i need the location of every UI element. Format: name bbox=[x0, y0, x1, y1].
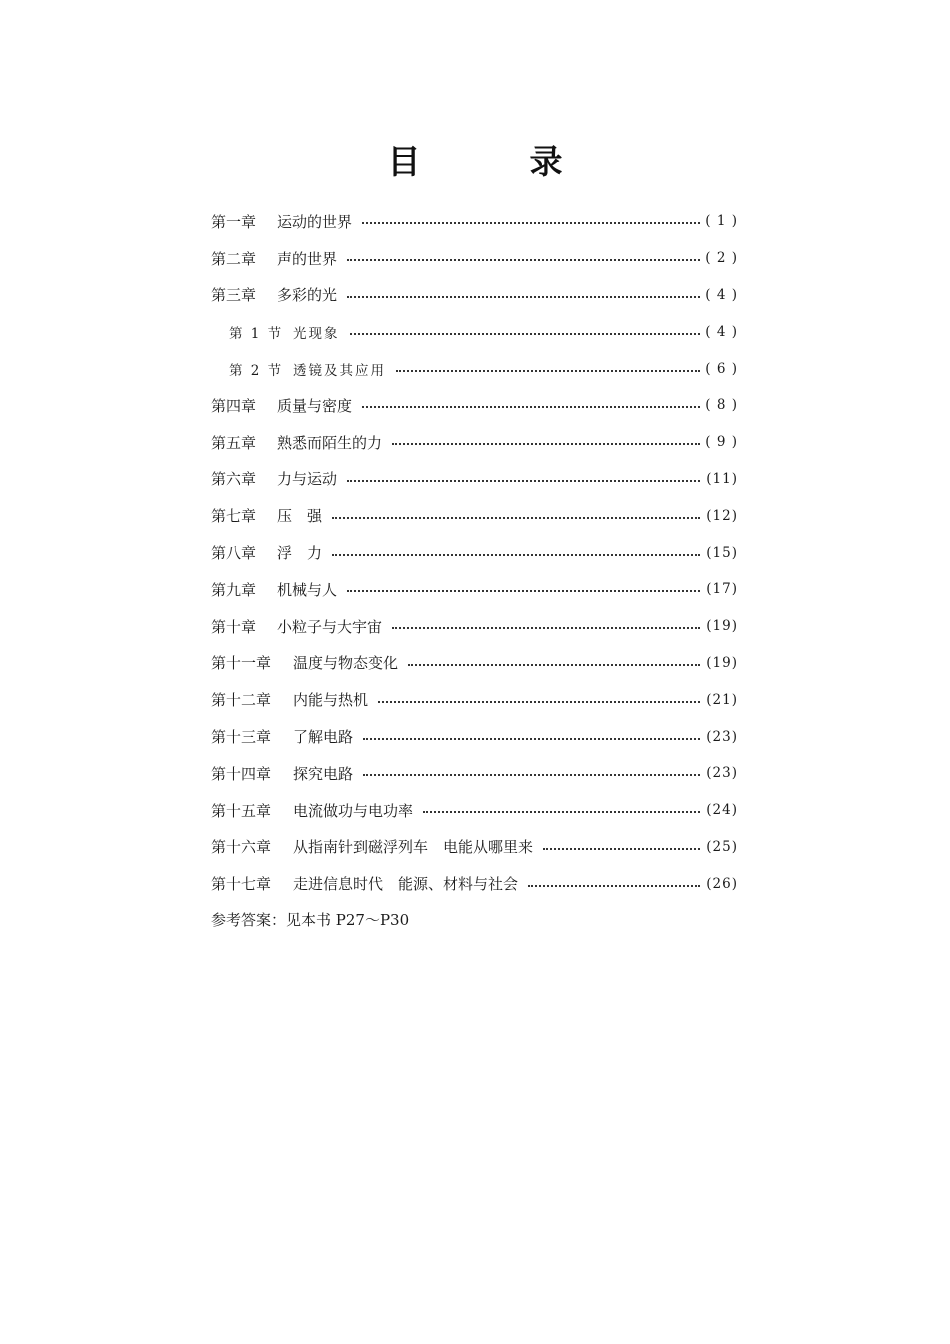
chapter-title: 力与运动 bbox=[277, 470, 338, 489]
chapter-title: 质量与密度 bbox=[277, 396, 353, 415]
toc-entry[interactable] bbox=[211, 240, 738, 277]
toc-section-entry[interactable] bbox=[211, 350, 738, 387]
chapter-number: 第三章 bbox=[211, 286, 257, 305]
chapter-title: 内能与热机 bbox=[293, 691, 369, 710]
chapter-number: 第四章 bbox=[211, 396, 257, 415]
dot-leader bbox=[332, 517, 700, 519]
page-number: ( 1 ) bbox=[705, 213, 738, 230]
page-number: ( 4 ) bbox=[705, 286, 738, 303]
chapter-number: 第五章 bbox=[211, 433, 257, 452]
page-number: (24) bbox=[706, 802, 738, 819]
dot-leader bbox=[392, 627, 700, 629]
page-number: (15) bbox=[706, 544, 738, 561]
page-number: (21) bbox=[706, 691, 738, 708]
page-number: ( 9 ) bbox=[705, 434, 738, 451]
dot-leader bbox=[543, 848, 700, 850]
page-number: (12) bbox=[706, 507, 738, 524]
chapter-number: 第十一章 bbox=[211, 654, 272, 673]
chapter-number: 第七章 bbox=[211, 507, 257, 526]
toc-entry[interactable] bbox=[211, 203, 738, 240]
chapter-title: 电流做功与电功率 bbox=[293, 801, 414, 820]
dot-leader bbox=[392, 443, 700, 445]
toc-entry[interactable] bbox=[211, 424, 738, 461]
toc-entry[interactable] bbox=[211, 681, 738, 718]
page-number: ( 2 ) bbox=[705, 250, 738, 267]
section-title: 透镜及其应用 bbox=[293, 362, 386, 379]
dot-leader bbox=[347, 590, 700, 592]
page-number: (19) bbox=[706, 618, 738, 635]
chapter-number: 第十七章 bbox=[211, 875, 272, 894]
chapter-title: 运动的世界 bbox=[277, 212, 353, 231]
page-number: (23) bbox=[706, 765, 738, 782]
chapter-number: 第十五章 bbox=[211, 801, 272, 820]
chapter-number: 第六章 bbox=[211, 470, 257, 489]
chapter-number: 第十二章 bbox=[211, 691, 272, 710]
toc-entry[interactable] bbox=[211, 645, 738, 682]
dot-leader bbox=[408, 664, 700, 666]
chapter-number: 第八章 bbox=[211, 544, 257, 563]
toc-section-entry[interactable] bbox=[211, 313, 738, 350]
answer-key-note: 参考答案：见本书 P27～P30 bbox=[211, 911, 410, 929]
dot-leader bbox=[350, 333, 701, 335]
dot-leader bbox=[362, 222, 700, 224]
page-number: ( 8 ) bbox=[705, 397, 738, 414]
section-number: 第 2 节 bbox=[229, 362, 284, 379]
chapter-title: 探究电路 bbox=[293, 764, 354, 783]
chapter-title: 声的世界 bbox=[277, 249, 338, 268]
toc-entry[interactable] bbox=[211, 277, 738, 314]
chapter-number: 第十章 bbox=[211, 617, 257, 636]
chapter-title: 走进信息时代 能源、材料与社会 bbox=[293, 875, 519, 894]
table-of-contents bbox=[211, 203, 738, 902]
page-title: 目 录 bbox=[387, 142, 601, 181]
toc-entry[interactable] bbox=[211, 865, 738, 902]
toc-entry[interactable] bbox=[211, 608, 738, 645]
dot-leader bbox=[332, 554, 700, 556]
toc-entry[interactable] bbox=[211, 718, 738, 755]
page-number: (19) bbox=[706, 654, 738, 671]
dot-leader bbox=[347, 480, 700, 482]
toc-entry[interactable] bbox=[211, 571, 738, 608]
page-number: ( 4 ) bbox=[705, 323, 738, 340]
section-title: 光现象 bbox=[293, 325, 340, 342]
dot-leader bbox=[396, 370, 700, 372]
toc-entry[interactable] bbox=[211, 461, 738, 498]
toc-entry[interactable] bbox=[211, 755, 738, 792]
dot-leader bbox=[528, 885, 700, 887]
page-number: (23) bbox=[706, 728, 738, 745]
page-number: (25) bbox=[706, 838, 738, 855]
page-number: (26) bbox=[706, 875, 738, 892]
chapter-title: 浮 力 bbox=[277, 544, 323, 563]
dot-leader bbox=[363, 738, 700, 740]
dot-leader bbox=[423, 811, 700, 813]
page-number: ( 6 ) bbox=[705, 360, 738, 377]
chapter-number: 第十六章 bbox=[211, 838, 272, 857]
section-number: 第 1 节 bbox=[229, 325, 284, 342]
chapter-title: 多彩的光 bbox=[277, 286, 338, 305]
chapter-title: 温度与物态变化 bbox=[293, 654, 399, 673]
chapter-title: 压 强 bbox=[277, 507, 323, 526]
toc-entry[interactable] bbox=[211, 387, 738, 424]
page-number: (11) bbox=[706, 470, 738, 487]
page-number: (17) bbox=[706, 581, 738, 598]
dot-leader bbox=[378, 701, 700, 703]
chapter-title: 小粒子与大宇宙 bbox=[277, 617, 383, 636]
chapter-title: 熟悉而陌生的力 bbox=[277, 433, 383, 452]
dot-leader bbox=[363, 774, 700, 776]
chapter-title: 机械与人 bbox=[277, 580, 338, 599]
toc-entry[interactable] bbox=[211, 829, 738, 866]
dot-leader bbox=[347, 259, 700, 261]
toc-entry[interactable] bbox=[211, 792, 738, 829]
chapter-title: 从指南针到磁浮列车 电能从哪里来 bbox=[293, 838, 534, 857]
dot-leader bbox=[362, 406, 700, 408]
toc-entry[interactable] bbox=[211, 497, 738, 534]
chapter-number: 第十四章 bbox=[211, 764, 272, 783]
dot-leader bbox=[347, 296, 700, 298]
toc-entry[interactable] bbox=[211, 534, 738, 571]
chapter-title: 了解电路 bbox=[293, 728, 354, 747]
chapter-number: 第二章 bbox=[211, 249, 257, 268]
chapter-number: 第一章 bbox=[211, 212, 257, 231]
chapter-number: 第十三章 bbox=[211, 728, 272, 747]
chapter-number: 第九章 bbox=[211, 580, 257, 599]
